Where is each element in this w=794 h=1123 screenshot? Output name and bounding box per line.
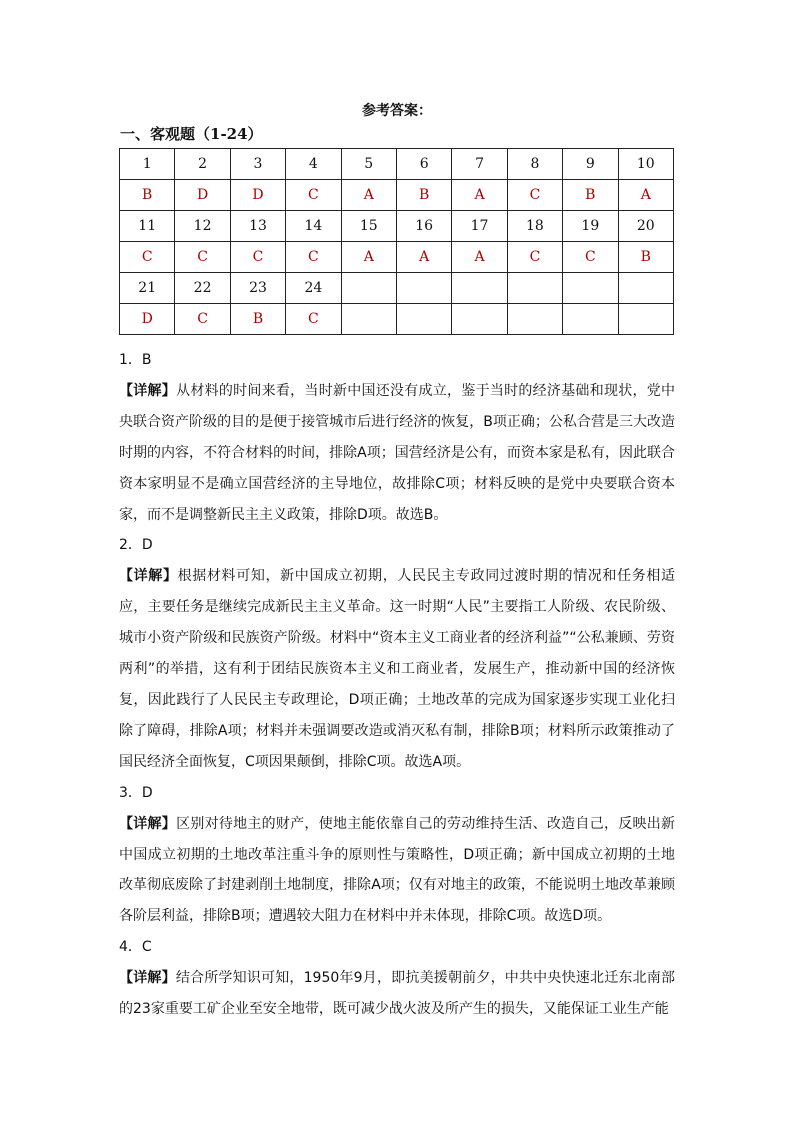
question-number-cell: 23 — [230, 273, 285, 304]
answer-cell: D — [175, 180, 230, 211]
answer-cell: C — [507, 242, 562, 273]
answer-cell: A — [341, 242, 396, 273]
question-number-cell: 24 — [286, 273, 341, 304]
answer-cell — [396, 304, 451, 335]
question-number-cell: 22 — [175, 273, 230, 304]
answer-cell: B — [120, 180, 175, 211]
question-number-row — [120, 273, 674, 304]
question-number-cell: 12 — [175, 211, 230, 242]
question-number-cell — [341, 273, 396, 304]
answer-cell: C — [120, 242, 175, 273]
question-number-cell: 17 — [452, 211, 507, 242]
question-number-cell: 6 — [396, 149, 451, 180]
page-title: 参考答案： — [362, 103, 432, 119]
question-number-cell: 7 — [452, 149, 507, 180]
question-number-cell: 15 — [341, 211, 396, 242]
answer-cell: B — [396, 180, 451, 211]
explanations — [119, 345, 675, 1025]
answer-cell: A — [618, 180, 673, 211]
question-number: 2．D — [119, 537, 153, 554]
question-number-cell: 14 — [286, 211, 341, 242]
question-number-cell: 20 — [618, 211, 673, 242]
answer-row — [120, 304, 674, 335]
question-number-cell — [563, 273, 618, 304]
question-number: 1．B — [119, 352, 152, 368]
explanation-tag: 【详解】 — [119, 970, 176, 987]
question-number-row — [120, 211, 674, 242]
answer-row — [120, 180, 674, 211]
question-number-cell — [452, 273, 507, 304]
answer-cell: D — [230, 180, 285, 211]
answer-cell: C — [507, 180, 562, 211]
answer-cell — [507, 304, 562, 335]
question-number-cell: 1 — [120, 149, 175, 180]
answer-cell: B — [230, 304, 285, 335]
answer-cell: C — [563, 242, 618, 273]
explanation-paragraph — [119, 561, 675, 777]
question-number-cell — [507, 273, 562, 304]
section-title: 一、客观题（1-24） — [120, 125, 263, 143]
question-number-cell: 21 — [120, 273, 175, 304]
question-number-row — [120, 149, 674, 180]
explanation-paragraph — [119, 963, 675, 1025]
answer-cell: C — [175, 304, 230, 335]
question-number-cell — [396, 273, 451, 304]
answer-cell: C — [286, 304, 341, 335]
answer-cell — [452, 304, 507, 335]
answer-cell: B — [618, 242, 673, 273]
answer-cell: C — [175, 242, 230, 273]
question-number: 3．D — [119, 784, 153, 801]
question-number-cell: 2 — [175, 149, 230, 180]
question-number-cell: 8 — [507, 149, 562, 180]
answer-cell: A — [452, 180, 507, 211]
answer-table — [119, 148, 674, 335]
question-number: 4．C — [119, 939, 152, 956]
answer-cell: C — [286, 242, 341, 273]
question-number-cell: 3 — [230, 149, 285, 180]
answer-cell — [563, 304, 618, 335]
explanation-tag: 【详解】 — [119, 815, 177, 832]
answer-cell: D — [120, 304, 175, 335]
answer-cell: C — [230, 242, 285, 273]
question-number-cell: 18 — [507, 211, 562, 242]
question-number-cell: 4 — [286, 149, 341, 180]
question-number-cell: 9 — [563, 149, 618, 180]
explanation-text: 结合所学知识可知，1950年9月，即抗美援朝前夕，中共中央快速北迁东北南部的23家重要工矿企业至安全地带，既可减少战火波及所产生的损失，又能保证工业生产能 — [119, 970, 675, 1018]
question-number-cell: 10 — [618, 149, 673, 180]
answer-cell: C — [286, 180, 341, 211]
explanation-tag: 【详解】 — [119, 568, 178, 585]
explanation-tag: 【详解】 — [119, 382, 177, 399]
answer-cell: A — [452, 242, 507, 273]
explanation-paragraph — [119, 809, 675, 933]
question-number-cell — [618, 273, 673, 304]
answer-cell: A — [341, 180, 396, 211]
question-number-cell: 13 — [230, 211, 285, 242]
question-number-cell: 5 — [341, 149, 396, 180]
question-number-cell: 11 — [120, 211, 175, 242]
question-number-cell: 16 — [396, 211, 451, 242]
explanation-paragraph — [119, 376, 675, 531]
answer-cell: A — [396, 242, 451, 273]
answer-cell — [618, 304, 673, 335]
answer-row — [120, 242, 674, 273]
explanation-text: 从材料的时间来看，当时新中国还没有成立，鉴于当时的经济基础和现状，党中央联合资产阶级的目的是便于接管城市后进行经济的恢复，B项正确；公私合营是三大改造时期的内容，不符合材料的时间，排除A项；国营经济是公有，而资本家是私有，因此联合资本家明显不是确立国营经济的主导地位，故排除C项；材料反映的是党中央要联合资本家，而不是调整新民主主义政策，排除D项。故选B。 — [119, 382, 676, 523]
explanation-text: 区别对待地主的财产，使地主能依靠自己的劳动维持生活、改造自己，反映出新中国成立初期的土地改革注重斗争的原则性与策略性，D项正确；新中国成立初期的土地改革彻底废除了封建剥削土地制度，排除A项；仅有对地主的政策，不能说明土地改革兼顾各阶层利益，排除B项；遭遇较大阻力在材料中并未体现，排除C项。故选D项。 — [119, 815, 676, 925]
question-number-cell: 19 — [563, 211, 618, 242]
explanation-text: 根据材料可知，新中国成立初期，人民民主专政同过渡时期的情况和任务相适应，主要任务是继续完成新民主主义革命。这一时期“人民”主要指工人阶级、农民阶级、城市小资产阶级和民族资产阶级。材料中“资本主义工商业者的经济利益”“公私兼顾、劳资两利”的举措，这有利于团结民族资本主义和工商业者，发展生产，推动新中国的经济恢复，因此践行了人民民主专政理论，D项正确；土地改革的完成为国家逐步实现工业化扫除了障碍，排除A项；材料并未强调要改造或消灭私有制，排除B项；材料所示政策推动了国民经济全面恢复，C项因果颠倒，排除C项。故选A项。 — [119, 568, 676, 770]
answer-cell — [341, 304, 396, 335]
answer-cell: B — [563, 180, 618, 211]
